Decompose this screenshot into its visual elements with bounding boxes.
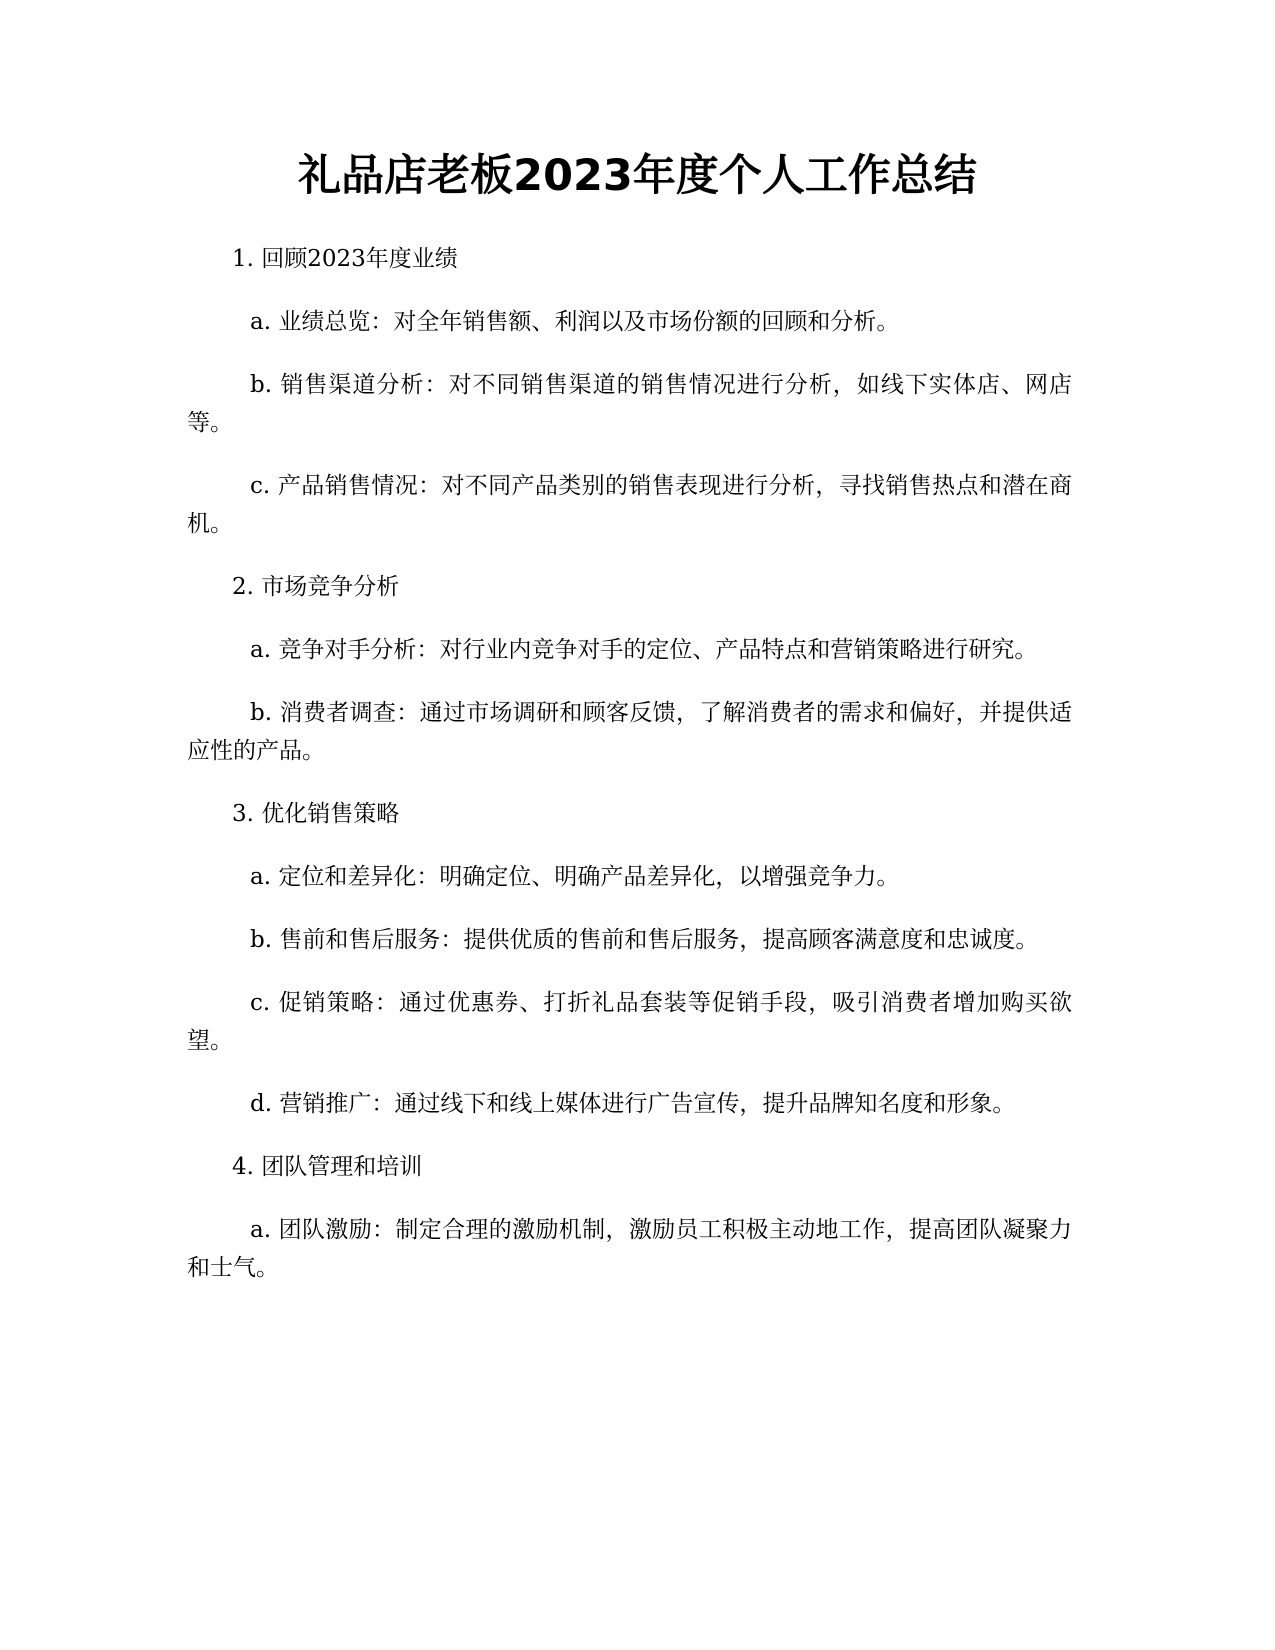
list-item: c. 促销策略：通过优惠券、打折礼品套装等促销手段，吸引消费者增加购买欲望。 [187, 990, 1072, 1054]
section-heading: 3. 优化销售策略 [232, 801, 400, 827]
section-heading: 1. 回顾2023年度业绩 [232, 246, 458, 272]
section-heading: 4. 团队管理和培训 [232, 1154, 423, 1180]
list-item: a. 竞争对手分析：对行业内竞争对手的定位、产品特点和营销策略进行研究。 [250, 637, 1038, 663]
list-item: b. 售前和售后服务：提供优质的售前和售后服务，提高顾客满意度和忠诚度。 [250, 927, 1039, 953]
list-item: a. 业绩总览：对全年销售额、利润以及市场份额的回顾和分析。 [250, 309, 900, 335]
list-item: c. 产品销售情况：对不同产品类别的销售表现进行分析，寻找销售热点和潜在商机。 [187, 473, 1072, 537]
section-heading: 2. 市场竞争分析 [232, 574, 400, 600]
list-item: a. 定位和差异化：明确定位、明确产品差异化，以增强竞争力。 [250, 864, 900, 890]
document-body [187, 240, 1072, 1312]
list-item: b. 消费者调查：通过市场调研和顾客反馈，了解消费者的需求和偏好，并提供适应性的产品。 [187, 700, 1072, 764]
document-title: 礼品店老板2023年度个人工作总结 [298, 151, 977, 201]
list-item: b. 销售渠道分析：对不同销售渠道的销售情况进行分析，如线下实体店、网店等。 [187, 372, 1072, 436]
list-item: a. 团队激励：制定合理的激励机制，激励员工积极主动地工作，提高团队凝聚力和士气。 [187, 1217, 1072, 1281]
list-item: d. 营销推广：通过线下和线上媒体进行广告宣传，提升品牌知名度和形象。 [250, 1091, 1016, 1117]
